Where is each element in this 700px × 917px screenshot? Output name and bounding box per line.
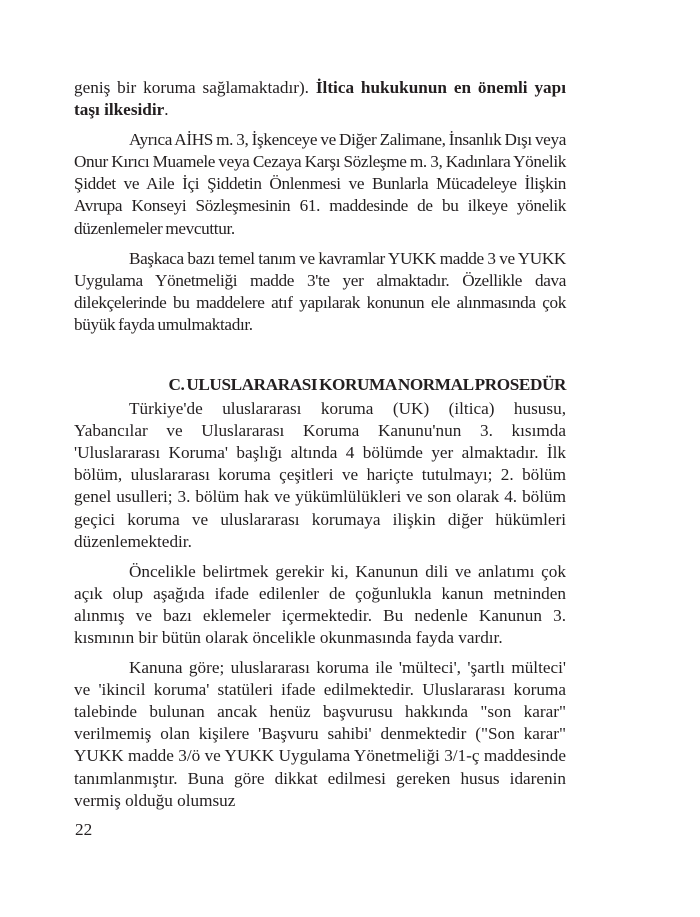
section-heading: C. ULUSLARARASI KORUMA NORMAL PROSEDÜR [168, 375, 566, 395]
paragraph-law-language: Öncelikle belirtmek gerekir ki, Kanunun dili ve anlatımı çok açık olup aşağıda ifade edilenler de çoğunlukla kanun metninden alınmış ve bazı eklemeler içermektedir. Bu nedenle Kanunun 3. kısmının bir bütün olarak öncelikle okunmasında fayda vardır. [74, 561, 566, 647]
page-number: 22 [75, 820, 93, 839]
paragraph-aihs: Ayrıca AİHS m. 3, İşkenceye ve Diğer Zalimane, İnsanlık Dışı veya Onur Kırıcı Muamele veya Cezaya Karşı Sözleşme m. 3, Kadınlara Yönelik Şiddet ve Aile İçi Şiddetin Önlenmesi ve Bunlarla Mücadeleye İlişkin Avrupa Konseyi Sözleşmesinin 61. maddesinde de bu ilkeye yönelik düzenlemeler mevcuttur. [74, 130, 566, 238]
emphasis-principle: İltica hukukunun en önemli yapı taşı ilkesidir [74, 78, 566, 120]
paragraph-continuation [74, 77, 566, 121]
paragraph-statuses: Kanuna göre; uluslararası koruma ile 'mülteci', 'şartlı mülteci' ve 'ikincil koruma' statüleri ifade edilmektedir. Uluslararası koruma talebinde bulunan ancak henüz başvurusu hakkında "son karar" verilmemiş olan kişilere 'Başvuru sahibi' denmektedir ("Son karar" YUKK madde 3/ö ve YUKK Uygulama Yönetmeliği 3/1-ç maddesinde tanımlanmıştır. Buna göre dikkat edilmesi gereken husus idarenin vermiş olduğu olumsuz [74, 658, 566, 810]
paragraph-definitions: Başkaca bazı temel tanım ve kavramlar YUKK madde 3 ve YUKK Uygulama Yönetmeliği madde 3'te yer almaktadır. Özellikle dava dilekçelerinde bu maddelere atıf yapılarak konunun ele alınmasında çok büyük fayda umulmaktadır. [74, 248, 566, 334]
page-body [74, 77, 566, 812]
paragraph-uk-overview: Türkiye'de uluslararası koruma (UK) (iltica) hususu, Yabancılar ve Uluslararası Koruma Kanunu'nun 3. kısımda 'Uluslararası Koruma' başlığı altında 4 bölümde yer almaktadır. İlk bölüm, uluslararası koruma çeşitleri ve hariçte tutulmayı; 2. bölüm genel usulleri; 3. bölüm hak ve yükümlülükleri ve son olarak 4. bölüm geçici koruma ve uluslararası korumaya ilişkin diğer hükümleri düzenlemektedir. [74, 399, 566, 551]
paragraph-run: . [164, 100, 169, 120]
paragraph-run: geniş bir koruma sağlamaktadır). [74, 78, 316, 97]
